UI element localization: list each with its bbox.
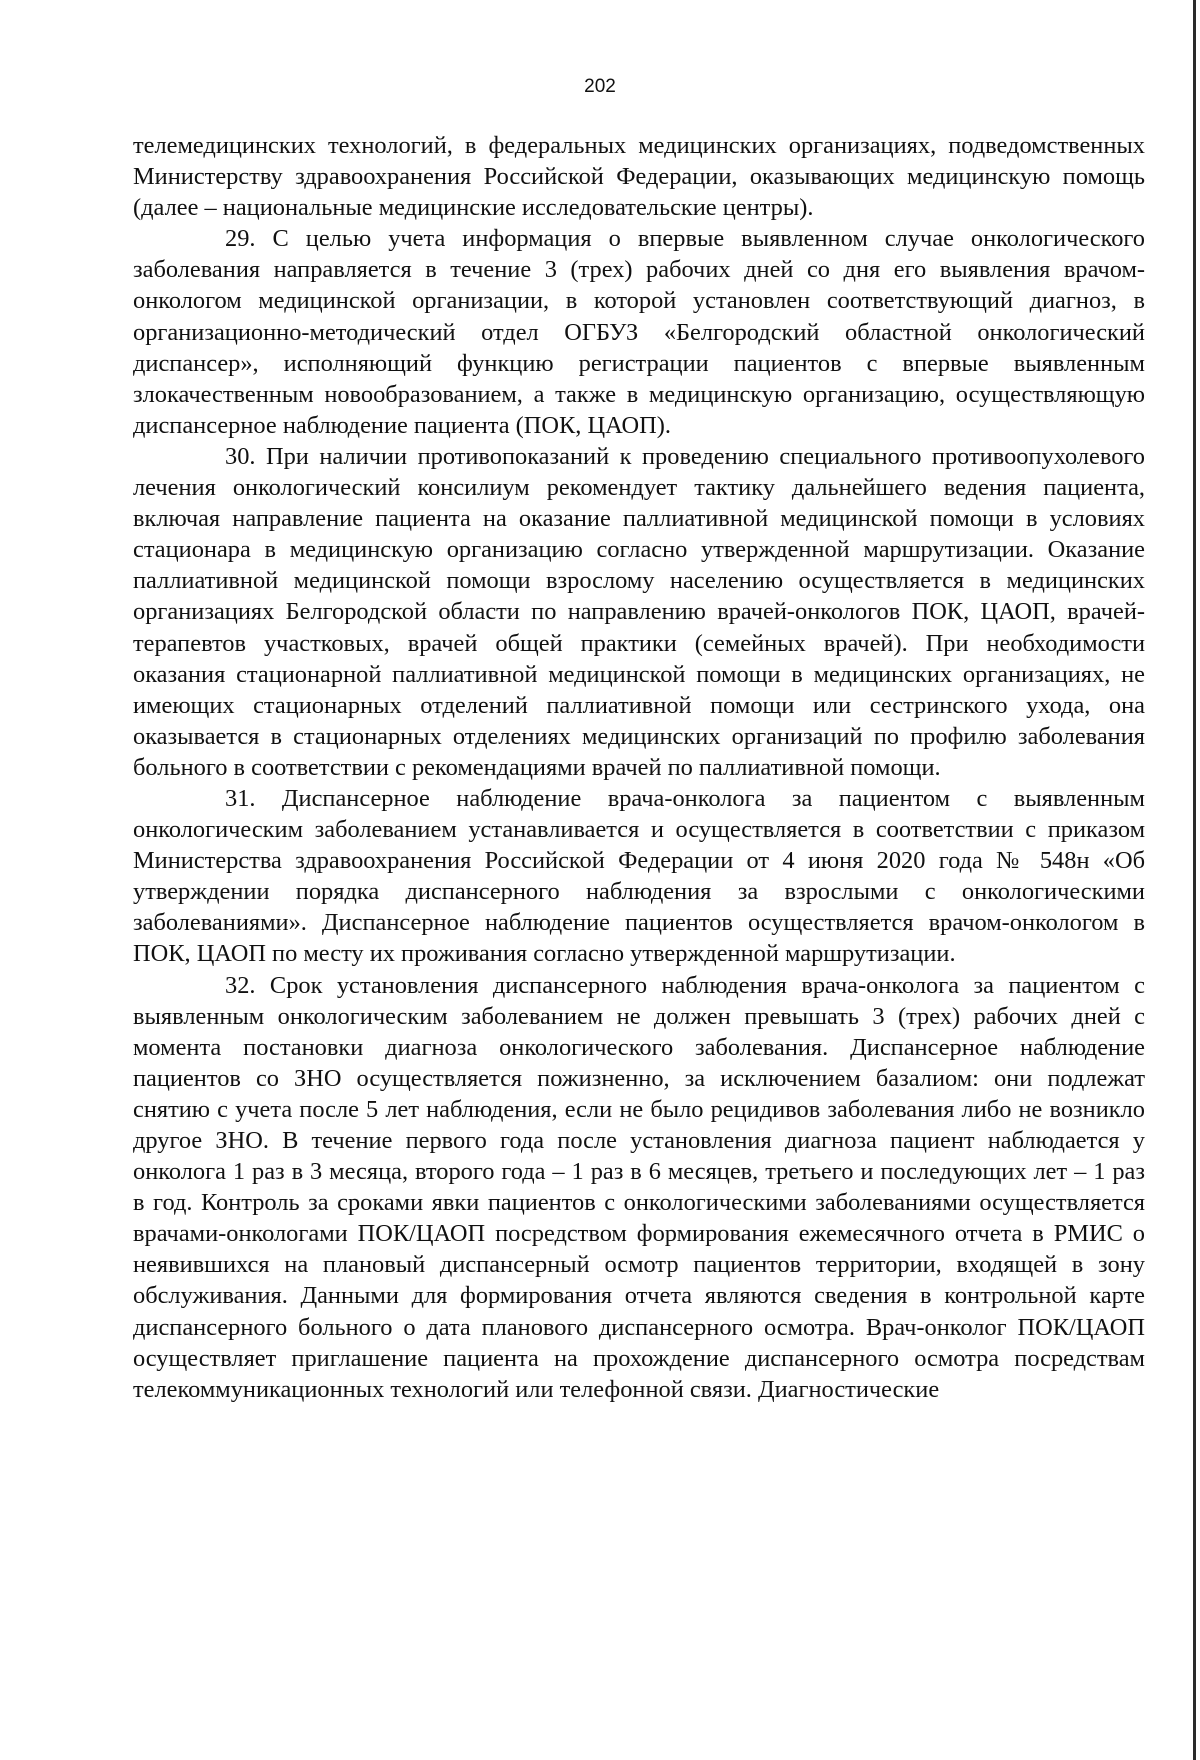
- page-number: 202: [584, 76, 616, 97]
- paragraph-31: 31. Диспансерное наблюдение врача-онколога за пациентом с выявленным онкологическим заболеванием устанавливается и осуществляется в соответствии с приказом Министерства здравоохранения Российской Федерации от 4 июня 2020 года № 548н «Об утверждении порядка диспансерного наблюдения за взрослыми с онкологическими заболеваниями». Диспансерное наблюдение пациентов осуществляется врачом-онкологом в ПОК, ЦАОП по месту их проживания согласно утвержденной маршрутизации.: [133, 784, 1145, 968]
- paragraph-32: 32. Срок установления диспансерного наблюдения врача-онколога за пациентом с выявленным онкологическим заболеванием не должен превышать 3 (трех) рабочих дней с момента постановки диагноза онкологического заболевания. Диспансерное наблюдение пациентов со ЗНО осуществляется пожизненно, за исключением базалиом: они подлежат снятию с учета после 5 лет наблюдения, если не было рецидивов заболевания либо не возникло другое ЗНО. В течение первого года после установления диагноза пациент наблюдается у онколога 1 раз в 3 месяца, второго года – 1 раз в 6 месяцев, третьего и последующих лет – 1 раз в год. Контроль за сроками явки пациентов с онкологическими заболеваниями осуществляется врачами-онкологами ПОК/ЦАОП посредством формирования ежемесячного отчета в РМИС о неявившихся на плановый диспансерный осмотр пациентов территории, входящей в зону обслуживания. Данными для формирования отчета являются сведения в контрольной карте диспансерного больного о дата планового диспансерного осмотра. Врач-онколог ПОК/ЦАОП осуществляет приглашение пациента на прохождение диспансерного осмотра посредствам телекоммуникационных технологий или телефонной связи. Диагностические: [133, 971, 1145, 1403]
- scan-edge-line: [1193, 0, 1196, 1760]
- paragraph-continuation: телемедицинских технологий, в федеральных медицинских организациях, подведомственных Министерству здравоохранения Российской Федерации, оказывающих медицинскую помощь (далее – национальные медицинские исследовательские центры).: [133, 132, 1145, 222]
- document-body: [133, 130, 1145, 1405]
- paragraph-30: 30. При наличии противопоказаний к проведению специального противоопухолевого лечения онкологический консилиум рекомендует тактику дальнейшего ведения пациента, включая направление пациента на оказание паллиативной медицинской помощи в условиях стационара в медицинскую организацию согласно утвержденной маршрутизации. Оказание паллиативной медицинской помощи взрослому населению осуществляется в медицинских организациях Белгородской области по направлению врачей-онкологов ПОК, ЦАОП, врачей-терапевтов участковых, врачей общей практики (семейных врачей). При необходимости оказания стационарной паллиативной медицинской помощи в медицинских организациях, не имеющих стационарных отделений паллиативной помощи или сестринского ухода, она оказывается в стационарных отделениях медицинских организаций по профилю заболевания больного в соответствии с рекомендациями врачей по паллиативной помощи.: [133, 442, 1145, 781]
- paragraph-29: 29. С целью учета информация о впервые выявленном случае онкологического заболевания направляется в течение 3 (трех) рабочих дней со дня его выявления врачом-онкологом медицинской организации, в которой установлен соответствующий диагноз, в организационно-методический отдел ОГБУЗ «Белгородский областной онкологический диспансер», исполняющий функцию регистрации пациентов с впервые выявленным злокачественным новообразованием, а также в медицинскую организацию, осуществляющую диспансерное наблюдение пациента (ПОК, ЦАОП).: [133, 225, 1145, 439]
